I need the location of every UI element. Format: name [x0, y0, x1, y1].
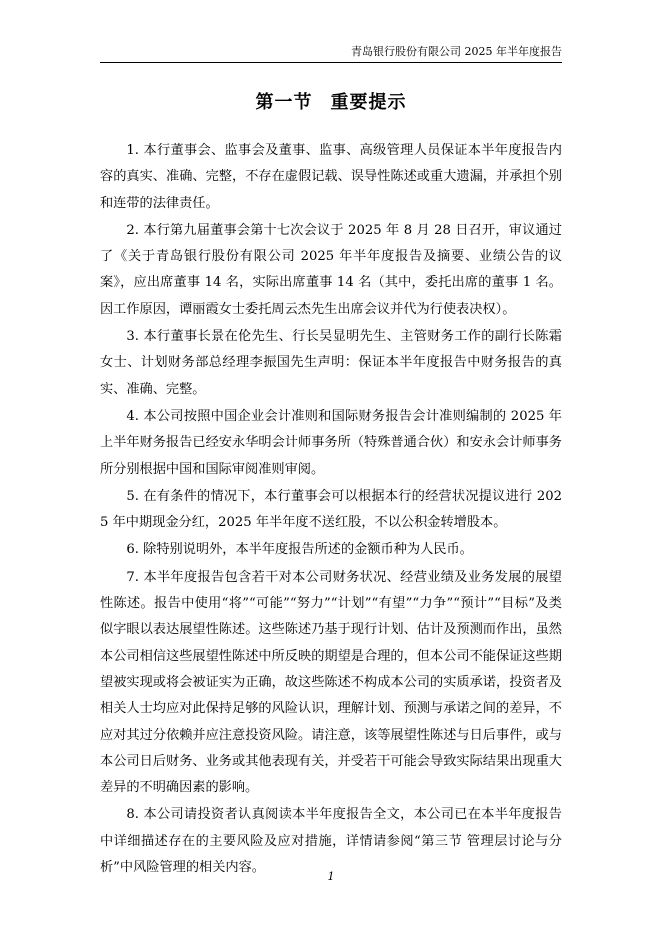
notice-paragraph-3: 3. 本行董事长景在伦先生、行长吴显明先生、主管财务工作的副行长陈霜女士、计划财务部总经理李振国先生声明：保证本半年度报告中财务报告的真实、准确、完整。: [100, 329, 562, 397]
running-header-text: 青岛银行股份有限公司 2025 年半年度报告: [351, 45, 562, 58]
notice-paragraph-8: 8. 本公司请投资者认真阅读本半年度报告全文，本公司已在本半年度报告中详细描述存在的主要风险及应对措施，详情请参阅“第三节 管理层讨论与分析”中风险管理的相关内容。: [100, 807, 562, 876]
notice-paragraph-2: 2. 本行第九届董事会第十七次会议于 2025 年 8 月 28 日召开，审议通过了《关于青岛银行股份有限公司 2025 年半年度报告及摘要、业绩公告的议案》，应出席董事 14 名，实际出席董事 14 名（其中，委托出席的董事 1 名。因工作原因，谭丽霞女士委托周云杰先生出席会议并代为行使表决权）。: [100, 222, 562, 317]
notice-paragraph-1: 1. 本行董事会、监事会及董事、监事、高级管理人员保证本半年度报告内容的真实、准确、完整，不存在虚假记载、误导性陈述或重大遗漏，并承担个别和连带的法律责任。: [100, 143, 562, 211]
notice-paragraph-4: 4. 本公司按照中国企业会计准则和国际财务报告会计准则编制的 2025 年上半年财务报告已经安永华明会计师事务所（特殊普通合伙）和安永会计师事务所分别根据中国和国际审阅准则审阅。: [100, 408, 562, 477]
section-number: 第一节: [255, 92, 313, 113]
page-number: 1: [327, 870, 335, 883]
important-notice-body: [100, 138, 562, 882]
section-heading: 重要提示: [330, 92, 407, 113]
notice-paragraph-7: 7. 本半年度报告包含若干对本公司财务状况、经营业绩及业务发展的展望性陈述。报告中使用“将”“可能”“努力”“计划”“有望”“力争”“预计”“目标”及类似字眼以表达展望性陈述。这些陈述乃基于现行计划、估计及预测而作出，虽然本公司相信这些展望性陈述中所反映的期望是合理的，但本公司不能保证这些期望被实现或将会被证实为正确，故这些陈述不构成本公司的实质承诺，投资者及相关人士均应对此保持足够的风险认识，理解计划、预测与承诺之间的差异，不应对其过分依赖并应注意投资风险。请注意，该等展望性陈述与日后事件，或与本公司日后财务、业务或其他表现有关，并受若干可能会导致实际结果出现重大差异的不明确因素的影响。: [100, 569, 562, 796]
notice-paragraph-6: 6. 除特别说明外，本半年度报告所述的金额币种为人民币。: [126, 542, 473, 558]
notice-paragraph-5: 5. 在有条件的情况下，本行董事会可以根据本行的经营状况提议进行 2025 年中期现金分红，2025 年半年度不送红股，不以公积金转增股本。: [100, 488, 562, 531]
running-header: [100, 44, 562, 63]
section-title: [0, 88, 662, 114]
